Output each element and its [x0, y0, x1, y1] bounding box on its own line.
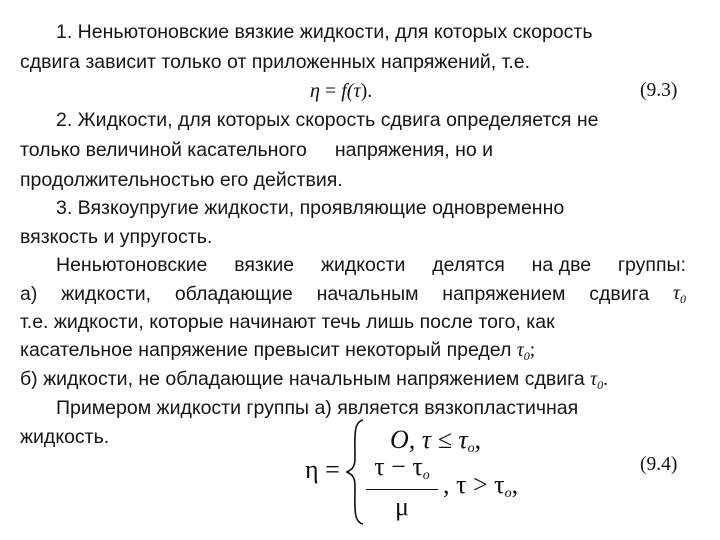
text-line-10: т.е. жидкости, которые начинают течь лишь после того, как — [20, 311, 555, 333]
text-line-4b: напряжения, но и — [334, 139, 494, 161]
word: сдвига — [589, 283, 650, 305]
tau-symbol: τ — [516, 340, 524, 361]
case-1-sub: o — [467, 441, 475, 456]
semicolon: ; — [529, 340, 536, 361]
text-line-12-text: б) жидкости, не обладающие начальным напряжением сдвига — [20, 368, 585, 390]
tau-zero — [517, 340, 535, 361]
paren-close: ). — [360, 80, 373, 102]
word: напряжением — [442, 283, 566, 305]
text-line-4a: только величиной касательного — [20, 139, 307, 161]
tau-symbol: τ — [590, 369, 598, 390]
fraction — [366, 452, 438, 522]
equals-sign: = — [319, 80, 342, 102]
subscript-zero: 0 — [679, 292, 686, 306]
tau-symbol: τ — [353, 80, 361, 102]
formula-number-9-4: (9.4) — [640, 454, 678, 475]
word: а) — [20, 283, 38, 305]
word: группы: — [617, 254, 686, 276]
text-line-11-text: касательное напряжение превысит некоторый предел — [20, 339, 512, 361]
text-line-6: 3. Вязкоупругие жидкости, проявляющие одновременно — [56, 197, 565, 219]
formula-9-3 — [310, 80, 372, 103]
case-2-expr: , τ > τ — [443, 470, 505, 499]
paren-open: ( — [346, 80, 354, 102]
text-line-4 — [20, 138, 493, 162]
text-line-5: продолжительностью его действия. — [20, 169, 343, 191]
case-2 — [443, 470, 518, 500]
text-line-2: сдвига зависит только от приложенных напряжений, т.е. — [20, 51, 531, 73]
text-line-8 — [56, 253, 686, 277]
fraction-numerator — [366, 452, 438, 487]
formula-number-9-3: (9.3) — [640, 80, 678, 101]
text-line-12 — [20, 367, 608, 393]
word: жидкости, — [61, 283, 152, 305]
text-line-3: 2. Жидкости, для которых скорость сдвига определяется не — [56, 109, 599, 131]
tau-symbol: τ — [672, 283, 680, 304]
text-line-9 — [20, 282, 686, 307]
case-1-expr: O, τ ≤ τ — [390, 425, 468, 454]
text-line-7: вязкость и упругость. — [20, 226, 213, 248]
word: жидкости — [320, 254, 406, 276]
function-f: f — [341, 80, 347, 102]
eta-symbol: η — [310, 80, 320, 102]
word: обладающие — [174, 283, 293, 305]
text-line-11 — [20, 338, 535, 364]
numerator-expr: τ − τ — [374, 452, 423, 481]
tau-zero — [590, 369, 608, 390]
word: начальным — [316, 283, 419, 305]
word: Неньютоновские — [56, 254, 208, 276]
case-1 — [390, 425, 481, 455]
word: вязкие — [234, 254, 295, 276]
word: делятся — [432, 254, 505, 276]
subscript-zero: 0 — [523, 349, 530, 363]
tau-zero — [673, 282, 686, 307]
text-line-14: жидкость. — [20, 426, 110, 448]
text-line-1: 1. Неньютоновские вязкие жидкости, для которых скорость — [56, 21, 593, 43]
numerator-sub: o — [422, 468, 430, 483]
case-1-comma: , — [474, 425, 482, 454]
period: . — [603, 369, 608, 390]
subscript-zero: 0 — [597, 378, 604, 392]
case-2-sub: o — [504, 486, 512, 501]
word: на две — [531, 254, 592, 276]
left-brace — [345, 418, 367, 526]
case-2-comma: , — [511, 470, 519, 499]
text-line-13: Примером жидкости группы а) является вязкопластичная — [56, 397, 579, 419]
eta-equals: η = — [305, 455, 340, 484]
fraction-denominator: μ — [395, 492, 409, 521]
fraction-bar — [366, 489, 438, 490]
